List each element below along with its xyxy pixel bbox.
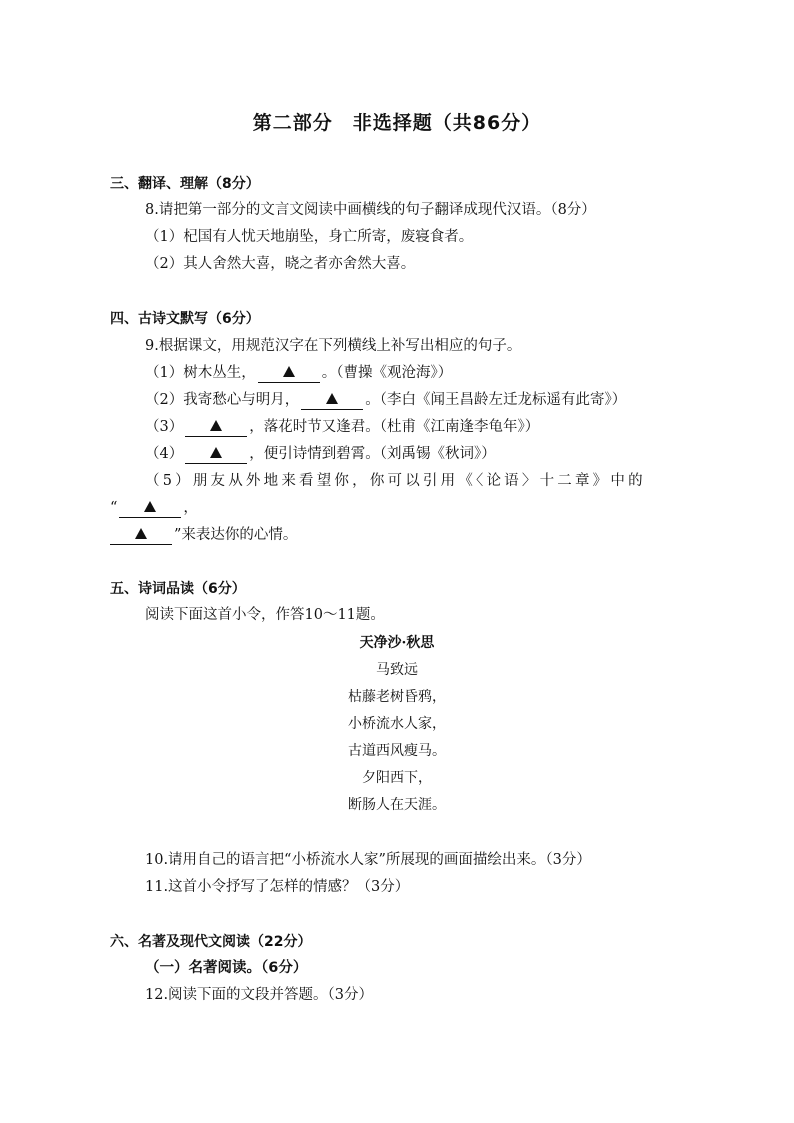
- answer-blank-3[interactable]: [185, 420, 247, 437]
- poem-line-1: 枯藤老树昏鸦，: [348, 689, 446, 705]
- fill-item-1-prefix: （1）树木丛生，: [145, 365, 256, 381]
- fill-item-5-text: （5）朋友从外地来看望你，你可以引用《〈论语〉十二章》中的: [145, 473, 646, 489]
- triangle-marker-icon: [283, 366, 295, 377]
- open-quote: “: [110, 500, 118, 516]
- fill-item-2-suffix: 。（李白《闻王昌龄左迁龙标遥有此寄》）: [365, 392, 627, 408]
- sentence-1: （1）杞国有人忧天地崩坠，身亡所寄，废寝食者。: [145, 229, 474, 245]
- fill-item-3-prefix: （3）: [145, 419, 184, 435]
- answer-blank-5b[interactable]: [110, 528, 172, 545]
- fill-item-5-line-3: [108, 526, 297, 545]
- subsection-heading: （一）名著阅读。（6分）: [145, 960, 308, 976]
- section-5-intro: 阅读下面这首小令，作答10～11题。: [145, 607, 385, 623]
- poem-line-3: 古道西风瘦马。: [348, 743, 446, 759]
- section-6-heading: 六、名著及现代文阅读（22分）: [110, 934, 312, 950]
- poem-title: 天净沙·秋思: [359, 635, 435, 651]
- question-10: 10.请用自己的语言把“小桥流水人家”所展现的画面描绘出来。（3分）: [145, 852, 591, 868]
- poem-line-5: 断肠人在天涯。: [348, 797, 446, 813]
- question-12: 12.阅读下面的文段并答题。（3分）: [145, 987, 374, 1003]
- question-8: 8.请把第一部分的文言文阅读中画横线的句子翻译成现代汉语。（8分）: [145, 202, 596, 218]
- fill-item-1-suffix: 。（曹操《观沧海》）: [321, 365, 453, 381]
- section-4-heading: 四、古诗文默写（6分）: [110, 311, 260, 327]
- poem-line-2: 小桥流水人家，: [348, 716, 446, 732]
- fill-item-4-prefix: （4）: [145, 446, 184, 462]
- fill-item-2-prefix: （2）我寄愁心与明月，: [145, 392, 300, 408]
- answer-blank-5a[interactable]: [119, 501, 181, 518]
- fill-item-2: [145, 391, 626, 410]
- fill-item-3-suffix: ，落花时节又逢君。（杜甫《江南逢李龟年》）: [249, 419, 540, 435]
- answer-blank-2[interactable]: [301, 393, 363, 410]
- section-3-heading: 三、翻译、理解（8分）: [110, 176, 260, 192]
- triangle-marker-icon: [135, 528, 147, 539]
- fill-item-4: [145, 445, 496, 464]
- sentence-2: （2）其人舍然大喜，晓之者亦舍然大喜。: [145, 256, 416, 272]
- close-quote-text: ”来表达你的心情。: [174, 527, 298, 543]
- triangle-marker-icon: [144, 501, 156, 512]
- comma: ，: [183, 500, 198, 516]
- answer-blank-4[interactable]: [185, 447, 247, 464]
- fill-item-4-suffix: ，便引诗情到碧霄。（刘禹锡《秋词》）: [249, 446, 496, 462]
- triangle-marker-icon: [210, 447, 222, 458]
- fill-item-5-line-2: [110, 499, 198, 518]
- answer-blank-1[interactable]: [258, 366, 320, 383]
- fill-item-3: [145, 418, 539, 437]
- question-11: 11.这首小令抒写了怎样的情感？（3分）: [145, 879, 410, 895]
- section-5-heading: 五、诗词品读（6分）: [110, 581, 246, 597]
- triangle-marker-icon: [210, 420, 222, 431]
- question-9: 9.根据课文，用规范汉字在下列横线上补写出相应的句子。: [145, 338, 522, 354]
- fill-item-1: [145, 364, 452, 383]
- triangle-marker-icon: [326, 393, 338, 404]
- poem-author: 马致远: [376, 662, 418, 678]
- poem-line-4: 夕阳西下，: [362, 770, 432, 786]
- page-title: 第二部分 非选择题（共86分）: [252, 112, 542, 134]
